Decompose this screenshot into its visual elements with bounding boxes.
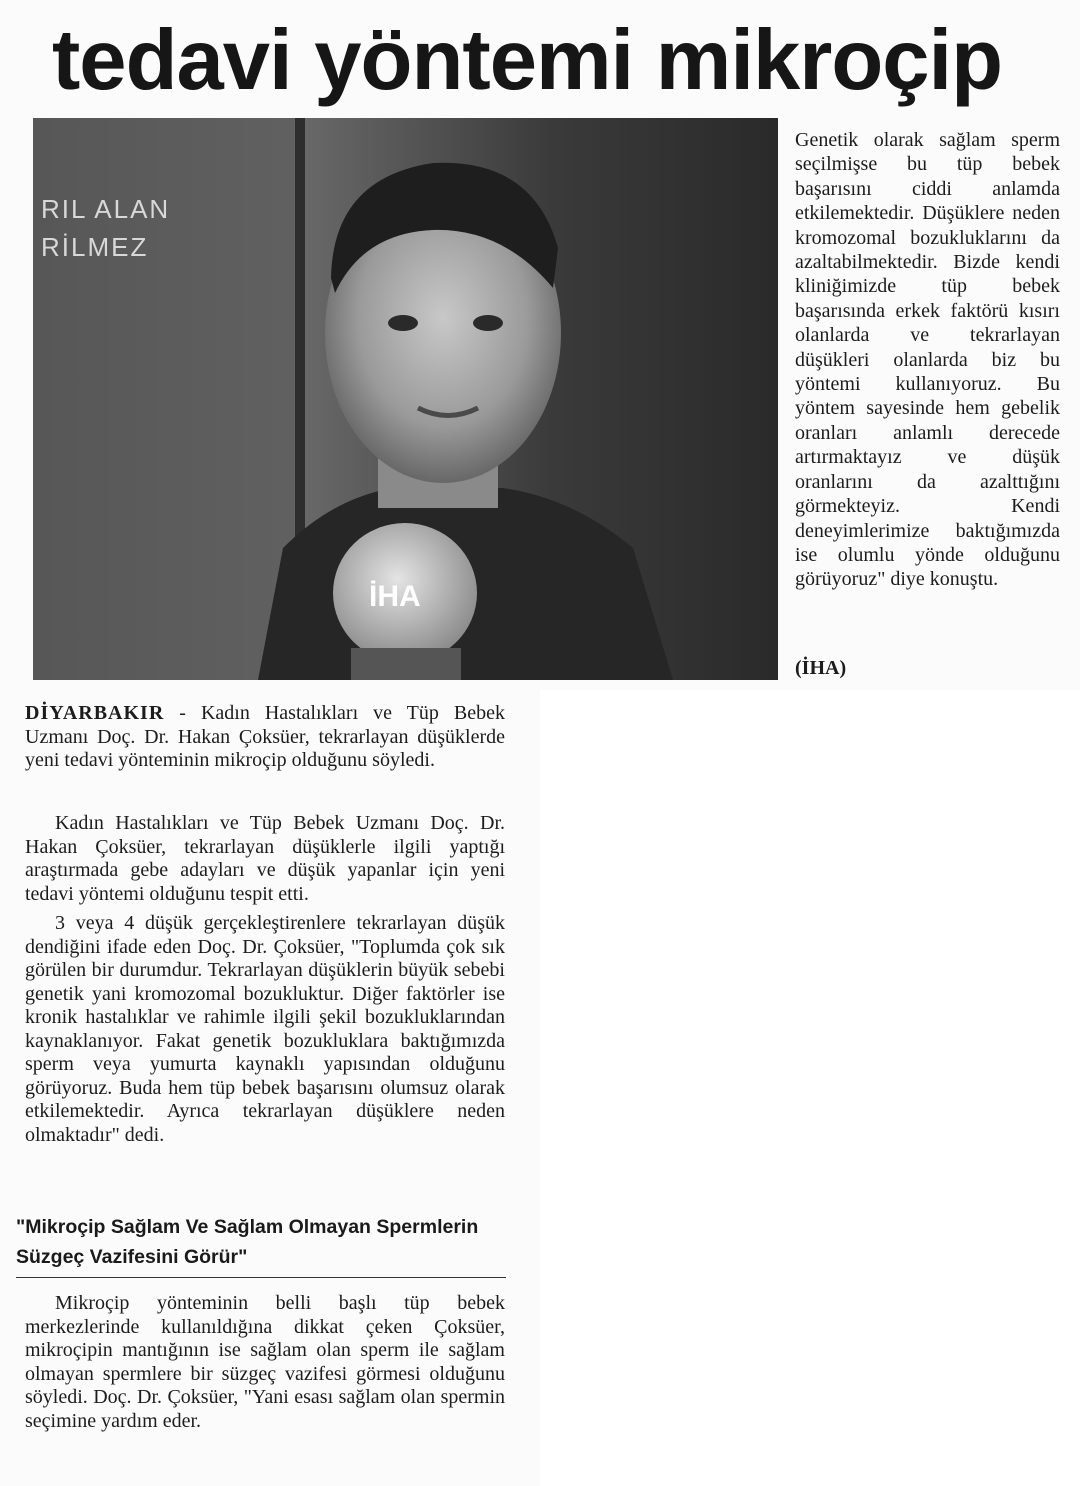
door-sign-line2: RİLMEZ [41, 232, 149, 262]
blank-area [540, 690, 1080, 1486]
dateline: DİYARBAKIR [25, 702, 165, 724]
paragraph-1-text: - Kadın Hastalıkları ve Tüp Bebek Uzmanı Doç. Dr. Hakan Çoksüer, tekrarlayan düşüklerde yeni tedavi yönteminin mikroçip olduğunu söyledi. [25, 702, 505, 771]
article-paragraph-3: 3 veya 4 düşük gerçekleştirenlere tekrarlayan düşük dendiğini ifade eden Doç. Dr. Çoksüer, "Toplumda çok sık görülen bir durumdur. Tekrarlayan düşüklerin büyük sebebi genetik yani kromozomal bozukluktur. Diğer faktörler ise kronik hastalıklar ve rahimle ilgili şekil bozukluklarından kaynaklanıyor. Fakat genetik bozukluklara baktığımızda sperm veya yumurta kaynaklı yapısından olduğunu görüyoruz. Buda hem tüp bebek başarısını olumsuz olarak etkilemektedir. Ayrıca tekrarlayan düşüklere neden olmaktadır" dedi. [25, 912, 505, 1146]
headline: tedavi yöntemi mikroçip [52, 13, 1003, 108]
portrait-illustration [33, 118, 778, 680]
article-subheading: "Mikroçip Sağlam Ve Sağlam Olmayan Spermlerin Süzgeç Vazifesini Görür" [16, 1216, 479, 1268]
article-paragraph-4: Mikroçip yönteminin belli başlı tüp bebek merkezlerinde kullanıldığına dikkat çeken Çoksüer, mikroçipin mantığının ise sağlam olan sperm ile sağlam olmayan spermlere bir süzgeç vazifesi görmesi olduğunu söyledi. Doç. Dr. Çoksüer, "Yani esası sağlam olan spermin seçimine yardım eder. [25, 1292, 505, 1432]
right-column-text: Genetik olarak sağlam sperm seçilmişse bu tüp bebek başarısını ciddi anlamda etkilemektedir. Düşüklere neden kromozomal bozukluklarını da azaltabilmektedir. Bizde kendi kliniğimizde tüp bebek başarısında erkek faktörü kısırı olanlarda ve tekrarlayan düşükleri olanlarda biz bu yöntemi kullanıyoruz. Bu yöntem sayesinde hem gebelik oranları anlamlı derecede artırmaktayız ve düşük oranlarını da azalttığını görmekteyiz. Kendi deneyimlerimize baktığımızda ise olumlu yönde olduğunu görüyoruz" diye konuştu. [795, 129, 1060, 591]
microphone-logo: İHA [369, 580, 421, 613]
article-photo [33, 118, 778, 680]
article-paragraph-1 [25, 702, 505, 773]
door-sign-line1: RIL ALAN [41, 194, 171, 224]
right-eye [473, 315, 503, 331]
left-eye [388, 315, 418, 331]
article-paragraph-2: Kadın Hastalıkları ve Tüp Bebek Uzmanı Doç. Dr. Hakan Çoksüer, tekrarlayan düşüklerle ilgili yaptığı araştırmada gebe adayları ve düşük yapanlar için yeni tedavi yöntemi olduğunu tespit etti. [25, 812, 505, 905]
subheading-rule [16, 1277, 506, 1278]
agency-credit: (İHA) [795, 657, 847, 679]
microphone-handle [351, 648, 461, 680]
